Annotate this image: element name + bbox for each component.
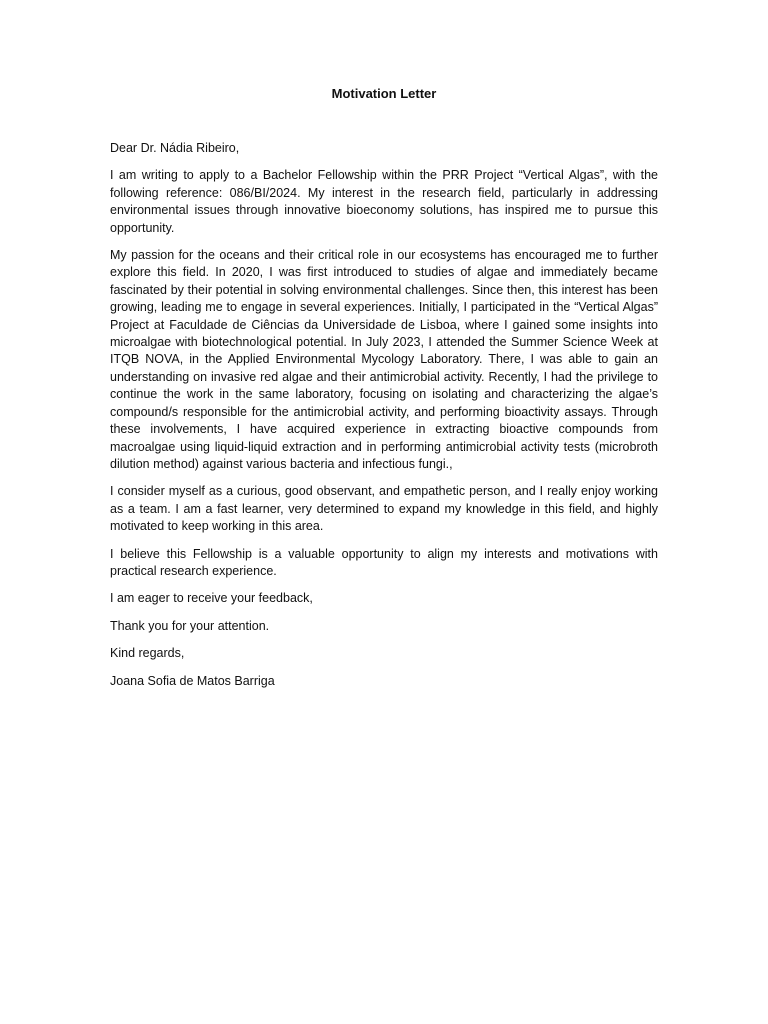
letter-body: [110, 140, 658, 700]
paragraph-opportunity: I believe this Fellowship is a valuable opportunity to align my interests and motivations with practical research experience.: [110, 546, 658, 578]
paragraph-personal: I consider myself as a curious, good observant, and empathetic person, and I really enjoy working as a team. I am a fast learner, very determined to expand my knowledge in this field, and highly motivated to keep working in this area.: [110, 484, 658, 534]
closing-line: Thank you for your attention.: [110, 618, 270, 633]
document-title: Motivation Letter: [331, 86, 437, 101]
signature: Joana Sofia de Matos Barriga: [110, 673, 275, 688]
closing-line: Kind regards,: [110, 646, 185, 661]
greeting: Dear Dr. Nádia Ribeiro,: [110, 141, 240, 155]
paragraph-experience: My passion for the oceans and their critical role in our ecosystems has encouraged me to further explore this field. In 2020, I was first introduced to studies of algae and immediately became fascinated by their potential in solving environmental challenges. Since then, this interest has been growing, leading me to engage in several experiences. Initially, I participated in the “Vertical Algas” Project at Faculdade de Ciências da Universidade de Lisboa, where I gained some insights into microalgae with biotechnological potential. In July 2023, I attended the Summer Science Week at ITQB NOVA, in the Applied Environmental Mycology Laboratory. There, I was able to gain an understanding on invasive red algae and their antimicrobial activity. Recently, I had the privilege to continue the work in the same laboratory, focusing on isolating and characterizing the algae’s compound/s responsible for the antimicrobial activity, and performing bioactivity assays. Through these involvements, I have acquired experience in extracting bioactive compounds from macroalgae using liquid-liquid extraction and in performing antimicrobial activity tests (microbroth dilution method) against various bacteria and infectious fungi.,: [110, 248, 658, 471]
closing-line: I am eager to receive your feedback,: [110, 591, 313, 606]
paragraph-intro: I am writing to apply to a Bachelor Fellowship within the PRR Project “Vertical Algas”, with the following reference: 086/BI/2024. My interest in the research field, particularly in addressing environmental issues through innovative bioeconomy solutions, has inspired me to pursue this opportunity.: [110, 168, 658, 235]
